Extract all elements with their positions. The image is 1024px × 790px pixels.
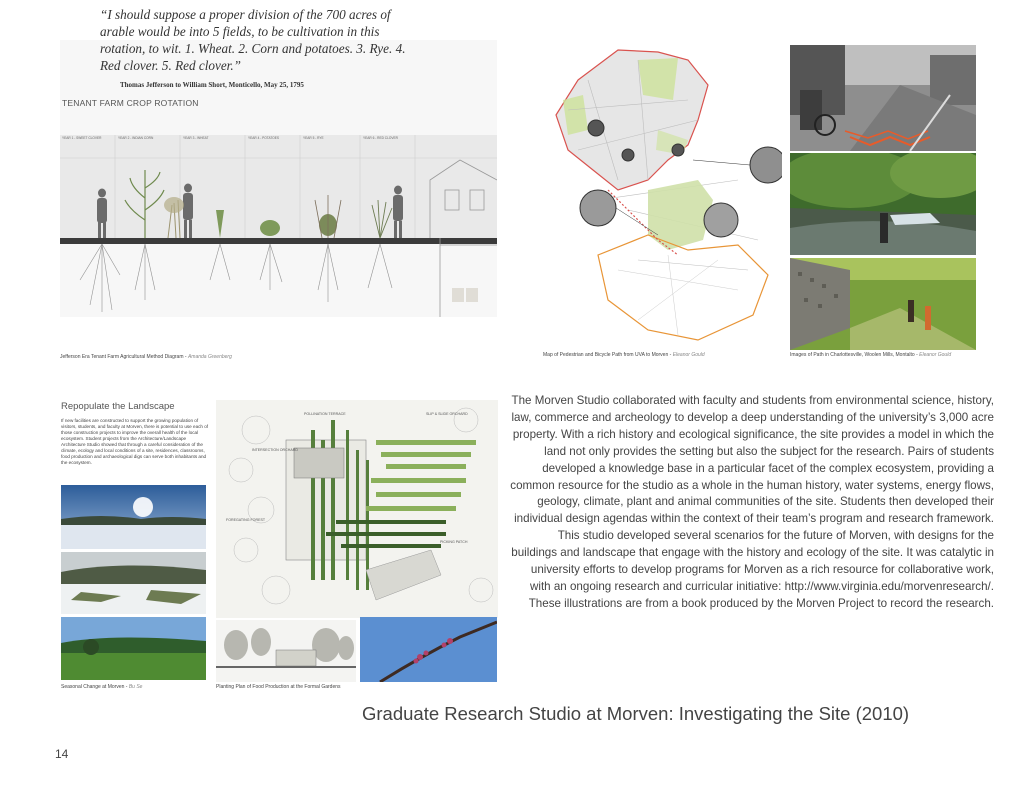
studio-description: The Morven Studio collaborated with faculty and students from environmental science, history, law, commerce and archeology to develop a deep understanding of the university’s 3,000 acre property. With a rich history and ecological significance, the site provides a model in which the land not only provides the setting but also the subject for the research. Pairs of students developed a knowledge base in a particular facet of the complex ecosystem, providing a common resource for the studio as a whole in the human history, water systems, energy flows, geology, climate, plant and animal communities of the site. Students then developed their individual design agendas within the context of their team’s program and research framework. This studio developed several scenarios for the future of Morven, with designs for the buildings and landscape that engage with the history and ecology of the site. It was catalytic in university efforts to develop programs for Morven as a rich resource for collaborative work, with an ongoing research and curricular initiative: http://www.virginia.edu/morvenresearch/. These illustrations are from a book produced by the Morven Project to record the research. (510, 394, 994, 610)
jefferson-quote: “I should suppose a proper division of the 700 acres of arable would be into 5 fields, to be cultivation in this rotation, to wit. 1. Wheat. 2. Corn and potatoes. 3. Rye. 4. Red clover. 5. Red clover.” (100, 7, 406, 73)
snow-meadow-photo (61, 552, 206, 614)
green-meadow-photo (61, 617, 206, 680)
crop-rotation-title: TENANT FARM CROP ROTATION (62, 98, 199, 108)
plan-label: POLLINATION TERRACE (304, 412, 346, 416)
crop-diagram-caption: Jefferson Era Tenant Farm Agricultural Method Diagram - Amanda Greenberg (60, 354, 232, 360)
section-heading: Graduate Research Studio at Morven: Investigating the Site (2010) (362, 703, 910, 724)
year-label: YEAR 6 - RED CLOVER (363, 136, 398, 140)
repopulate-title: Repopulate the Landscape (61, 401, 175, 412)
planting-plan (216, 400, 498, 618)
street-bike-lane-photo (790, 45, 976, 151)
garden-section-drawing (216, 620, 356, 682)
map-illustration (538, 40, 782, 350)
quote-attribution: Thomas Jefferson to William Short, Monticello, May 25, 1795 (120, 81, 304, 89)
stream-photo (790, 153, 976, 255)
path-map (538, 40, 782, 350)
plan-label: FOREGATING FOREST (226, 518, 266, 522)
year-label: YEAR 1 - SWEET CLOVER (62, 136, 102, 140)
plan-label: INTERSECTION ORCHARD (252, 448, 298, 452)
path-photos-caption: Images of Path in Charlottesville, Woolen Mills, Montalto - Eleanor Gould (790, 352, 952, 358)
page-number: 14 (55, 747, 69, 761)
redbud-flower-photo (360, 617, 497, 682)
planting-plan-drawing (216, 400, 498, 618)
repopulate-body: If new facilities are constructed to support the growing population of visitors, students, and faculty at Morven, there is potential to use each of those construction projects to improve the overall health of the local ecosystem. Student projects from the Architecture/Landscape Architecture Studio showed that through a careful consideration of the climate, ecology and local conditions of a site, residences, classrooms, food production and archaeological digs can serve both inhabitants and the ecosystem. (61, 418, 209, 465)
winter-field-photo (61, 485, 206, 549)
planting-plan-caption: Planting Plan of Food Production at the Formal Gardens (216, 684, 341, 690)
greenway-path-photo (790, 258, 976, 350)
plan-label: PICKING PATCH (440, 540, 468, 544)
year-label: YEAR 3 - WHEAT (183, 136, 209, 140)
plan-label: SLIP & SLIDE ORCHARD (426, 412, 468, 416)
seasonal-photos-caption: Seasonal Change at Morven - Bu Se (61, 684, 143, 690)
year-label: YEAR 2 - INDIAN CORN (118, 136, 154, 140)
year-label: YEAR 5 - RYE (303, 136, 324, 140)
map-caption: Map of Pedestrian and Bicycle Path from UVA to Morven - Eleanor Gould (543, 352, 705, 358)
year-label: YEAR 4 - POTATOES (248, 136, 279, 140)
